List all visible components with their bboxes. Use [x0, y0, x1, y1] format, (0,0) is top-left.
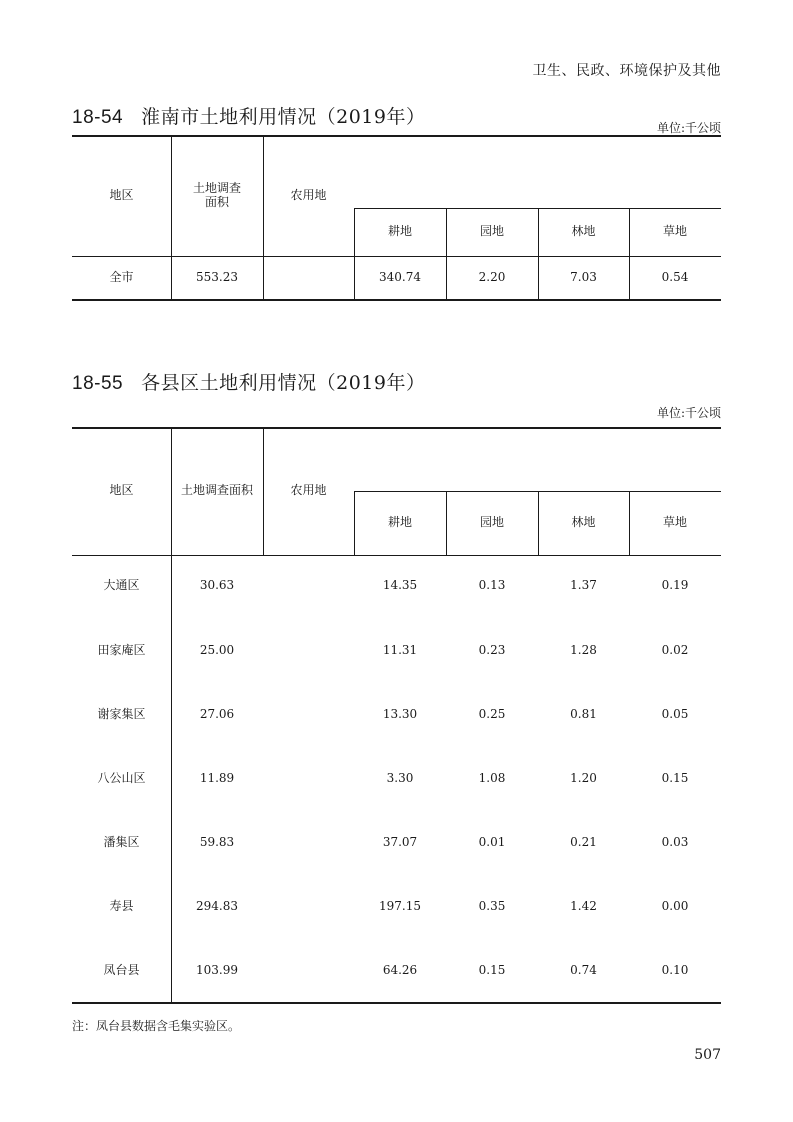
cell-grass: 0.10	[661, 963, 689, 977]
col-rule-6	[629, 208, 630, 299]
cell-grass: 0.03	[661, 835, 689, 849]
cell-garden: 0.23	[478, 643, 506, 657]
header-agri-land: 农用地	[290, 188, 327, 202]
table2-title-text: 各县区土地利用情况（2019年）	[141, 372, 426, 394]
cell-survey_area: 553.23	[196, 270, 238, 284]
table1-title	[72, 102, 425, 129]
table-top-rule	[72, 135, 721, 137]
cell-region: 潘集区	[103, 835, 140, 849]
header-survey-area: 土地调查面积	[180, 483, 253, 497]
cell-grass: 0.00	[661, 899, 689, 913]
cell-cultivated: 197.15	[379, 899, 421, 913]
header-forest: 林地	[571, 224, 596, 238]
cell-garden: 0.25	[478, 707, 506, 721]
table-bottom-rule	[72, 299, 721, 301]
cell-cultivated: 64.26	[382, 963, 418, 977]
cell-garden: 0.01	[478, 835, 506, 849]
table1-unit: 单位:千公顷	[656, 121, 721, 135]
cell-survey_area: 25.00	[199, 643, 235, 657]
cell-region: 寿县	[109, 899, 134, 913]
page-number: 507	[694, 1047, 721, 1063]
col-rule-4	[446, 208, 447, 299]
cell-survey_area: 11.89	[199, 771, 235, 785]
header-garden: 园地	[479, 224, 504, 238]
header-bottom-rule	[72, 555, 721, 556]
header-garden: 园地	[479, 515, 504, 529]
table2-title	[72, 368, 425, 395]
cell-region: 大通区	[103, 578, 140, 592]
col-rule-3	[354, 208, 355, 299]
cell-region: 八公山区	[97, 771, 146, 785]
table2-unit: 单位:千公顷	[656, 406, 721, 420]
cell-garden: 0.35	[478, 899, 506, 913]
cell-forest: 0.74	[570, 963, 597, 977]
cell-cultivated: 37.07	[382, 835, 418, 849]
header-cultivated: 耕地	[387, 224, 412, 238]
running-head: 卫生、民政、环境保护及其他	[532, 63, 721, 79]
header-agri-land: 农用地	[290, 483, 327, 497]
cell-garden: 2.20	[478, 270, 506, 284]
cell-region: 谢家集区	[97, 707, 146, 721]
cell-garden: 0.13	[478, 578, 506, 592]
cell-cultivated: 340.74	[379, 270, 421, 284]
cell-region: 凤台县	[103, 963, 140, 977]
header-bottom-rule	[72, 256, 721, 257]
cell-region: 全市	[109, 270, 134, 284]
col-rule-area-body	[263, 256, 264, 299]
cell-survey_area: 59.83	[199, 835, 235, 849]
cell-cultivated: 11.31	[382, 643, 418, 657]
cell-forest: 1.42	[570, 899, 597, 913]
cell-region: 田家庵区	[97, 643, 146, 657]
col-rule-5	[538, 208, 539, 299]
cell-cultivated: 3.30	[386, 771, 414, 785]
cell-cultivated: 13.30	[382, 707, 418, 721]
footnote: 注：凤台县数据含毛集实验区。	[72, 1019, 241, 1033]
cell-forest: 0.81	[570, 707, 597, 721]
header-grass: 草地	[662, 515, 687, 529]
cell-forest: 7.03	[570, 270, 597, 284]
cell-forest: 1.28	[570, 643, 597, 657]
header-grass: 草地	[662, 224, 687, 238]
header-survey-area: 土地调查 面积	[192, 181, 241, 209]
table-top-rule	[72, 427, 721, 429]
cell-grass: 0.15	[661, 771, 689, 785]
table-bottom-rule	[72, 1002, 721, 1004]
cell-forest: 1.37	[570, 578, 597, 592]
header-region: 地区	[109, 483, 134, 497]
header-region: 地区	[109, 188, 134, 202]
cell-survey_area: 27.06	[199, 707, 235, 721]
cell-forest: 0.21	[570, 835, 597, 849]
cell-garden: 1.08	[478, 771, 506, 785]
table1-title-text: 淮南市土地利用情况（2019年）	[141, 106, 426, 128]
cell-grass: 0.02	[661, 643, 689, 657]
cell-survey_area: 294.83	[196, 899, 238, 913]
table2-number: 18-55	[72, 373, 124, 394]
header-cultivated: 耕地	[387, 515, 412, 529]
cell-grass: 0.54	[661, 270, 689, 284]
cell-survey_area: 103.99	[196, 963, 238, 977]
cell-forest: 1.20	[570, 771, 597, 785]
cell-survey_area: 30.63	[199, 578, 235, 592]
cell-grass: 0.05	[661, 707, 689, 721]
header-forest: 林地	[571, 515, 596, 529]
cell-garden: 0.15	[478, 963, 506, 977]
cell-cultivated: 14.35	[382, 578, 418, 592]
table1-number: 18-54	[72, 107, 124, 128]
cell-grass: 0.19	[661, 578, 689, 592]
